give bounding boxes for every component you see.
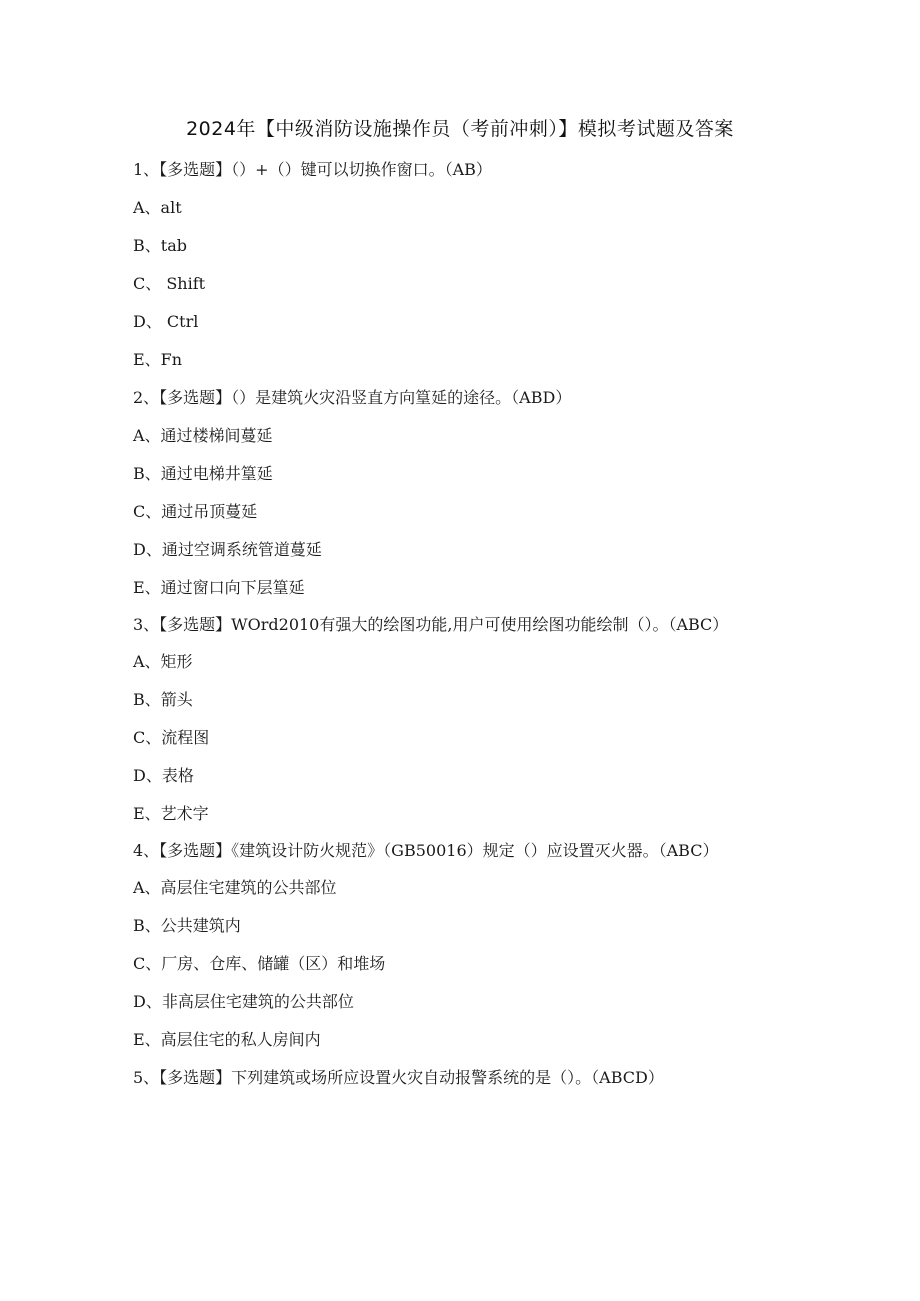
option-3-b: B、箭头: [133, 690, 193, 709]
question-stem-2: 2、【多选题】（）是建筑火灾沿竖直方向篁延的途径。（ABD）: [133, 388, 572, 407]
option-3-c: C、流程图: [133, 728, 210, 747]
option-3-e: E、艺术字: [133, 804, 209, 823]
document-title: 2024年【中级消防设施操作员（考前冲刺）】模拟考试题及答案: [186, 118, 734, 140]
option-4-e: E、高层住宅的私人房间内: [133, 1030, 321, 1049]
question-stem-3: 3、【多选题】WOrd2010有强大的绘图功能,用户可使用绘图功能绘制（）。（ABC）: [133, 615, 729, 634]
option-4-c: C、厂房、仓库、储罐（区）和堆场: [133, 954, 386, 973]
option-1-c: C、 Shift: [133, 274, 206, 293]
option-1-b: B、tab: [133, 236, 187, 255]
option-3-d: D、表格: [133, 766, 194, 785]
option-3-a: A、矩形: [133, 652, 193, 671]
option-2-b: B、通过电梯井篁延: [133, 464, 273, 483]
option-2-e: E、通过窗口向下层篁延: [133, 578, 305, 597]
question-stem-5: 5、【多选题】下列建筑或场所应设置火灾自动报警系统的是（）。（ABCD）: [133, 1068, 664, 1087]
option-4-d: D、非高层住宅建筑的公共部位: [133, 992, 354, 1011]
question-list: [133, 158, 783, 1104]
option-1-a: A、alt: [133, 198, 182, 217]
option-1-e: E、Fn: [133, 350, 183, 369]
option-2-c: C、通过吊顶蔓延: [133, 502, 258, 521]
option-2-d: D、通过空调系统管道蔓延: [133, 540, 322, 559]
option-4-b: B、公共建筑内: [133, 916, 241, 935]
option-2-a: A、通过楼梯间蔓延: [133, 426, 273, 445]
option-1-d: D、 Ctrl: [133, 312, 199, 331]
question-stem-1: 1、【多选题】（）+（）键可以切换作窗口。（AB）: [133, 160, 492, 179]
option-4-a: A、高层住宅建筑的公共部位: [133, 878, 337, 897]
question-stem-4: 4、【多选题】《建筑设计防火规范》（GB50016）规定（）应设置灭火器。（ABC）: [133, 841, 719, 860]
